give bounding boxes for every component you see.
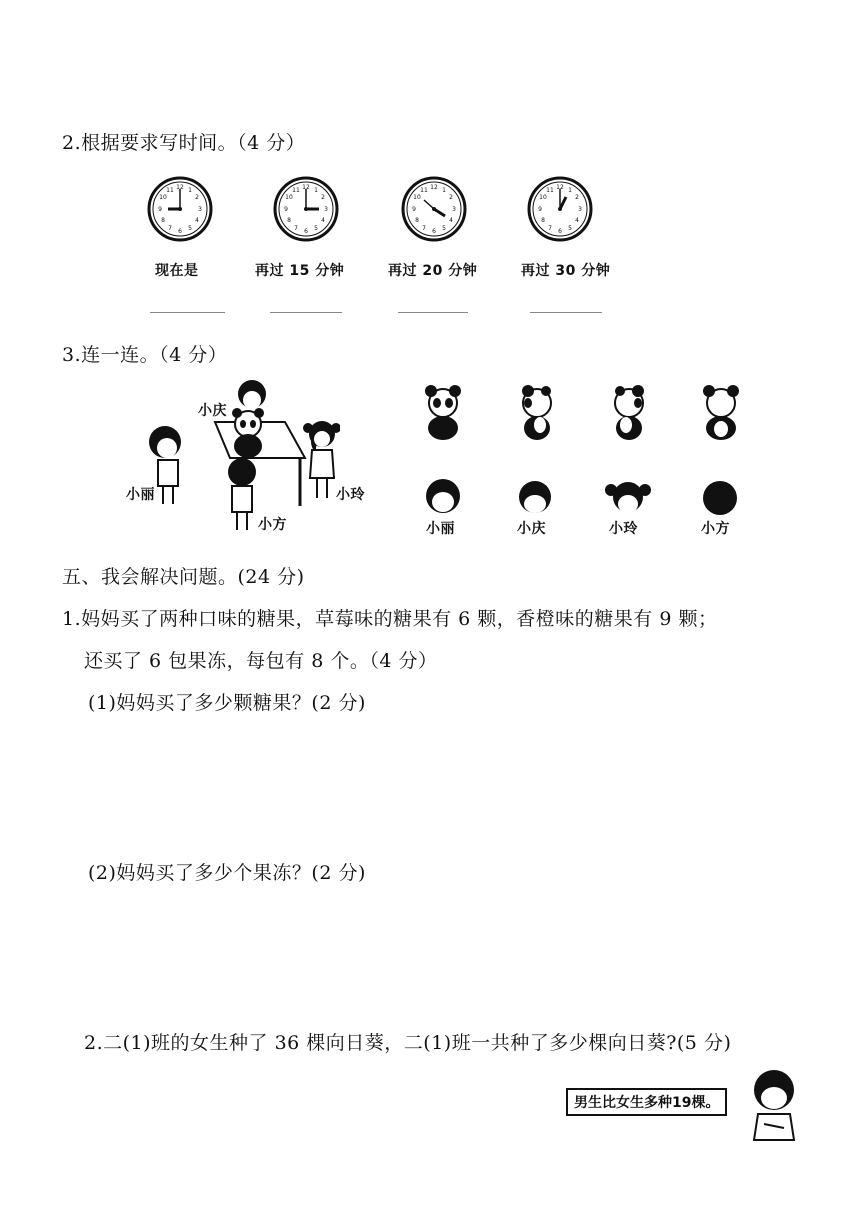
problem-1-line-2: 还买了 6 包果冻，每包有 8 个。（4 分） — [84, 650, 438, 672]
svg-text:4: 4 — [575, 217, 579, 224]
svg-text:2: 2 — [575, 194, 579, 201]
boy-figure — [748, 1068, 800, 1142]
svg-text:1: 1 — [442, 187, 446, 194]
svg-text:10: 10 — [159, 194, 167, 201]
svg-text:9: 9 — [284, 206, 288, 213]
answer-blank-15min[interactable] — [270, 312, 342, 313]
svg-text:1: 1 — [314, 187, 318, 194]
answer-blank-30min[interactable] — [530, 312, 602, 313]
svg-text:9: 9 — [412, 206, 416, 213]
xiaoli-head-icon[interactable] — [424, 478, 462, 518]
svg-text:7: 7 — [168, 225, 172, 232]
svg-text:10: 10 — [539, 194, 547, 201]
svg-text:12: 12 — [302, 184, 310, 191]
svg-text:7: 7 — [422, 225, 426, 232]
scene-label-xiaofang: 小方 — [258, 517, 287, 533]
clock-label-15min: 再过 15 分钟 — [255, 263, 345, 279]
panda-back-icon[interactable] — [700, 385, 742, 441]
svg-text:8: 8 — [415, 217, 419, 224]
svg-text:3: 3 — [198, 206, 202, 213]
svg-text:1: 1 — [188, 187, 192, 194]
xiaoling-head-icon[interactable] — [605, 480, 651, 516]
svg-text:4: 4 — [449, 217, 453, 224]
svg-text:12: 12 — [430, 184, 438, 191]
question-2-title: 2.根据要求写时间。（4 分） — [62, 132, 306, 154]
svg-text:8: 8 — [541, 217, 545, 224]
clock-label-20min: 再过 20 分钟 — [388, 263, 478, 279]
svg-text:10: 10 — [413, 194, 421, 201]
svg-text:12: 12 — [556, 184, 564, 191]
speech-bubble: 男生比女生多种19棵。 — [566, 1088, 727, 1116]
svg-text:7: 7 — [294, 225, 298, 232]
svg-text:11: 11 — [546, 187, 554, 194]
answer-blank-now[interactable] — [150, 312, 225, 313]
kid-label-xiaoling: 小玲 — [609, 521, 638, 537]
svg-text:6: 6 — [558, 228, 562, 235]
answer-blank-20min[interactable] — [398, 312, 468, 313]
svg-text:5: 5 — [314, 225, 318, 232]
svg-text:6: 6 — [178, 228, 182, 235]
svg-text:4: 4 — [321, 217, 325, 224]
svg-text:5: 5 — [188, 225, 192, 232]
svg-text:6: 6 — [432, 228, 436, 235]
svg-text:3: 3 — [578, 206, 582, 213]
svg-text:7: 7 — [548, 225, 552, 232]
clock-icon-30min — [526, 175, 594, 243]
svg-text:2: 2 — [449, 194, 453, 201]
problem-1-sub-2: (2)妈妈买了多少个果冻？(2 分) — [88, 862, 366, 884]
scene-label-xiaoli: 小丽 — [126, 487, 155, 503]
svg-text:9: 9 — [538, 206, 542, 213]
svg-text:4: 4 — [195, 217, 199, 224]
xiaofang-head-icon[interactable] — [701, 480, 739, 516]
scene-label-xiaoqing: 小庆 — [198, 403, 227, 419]
svg-text:2: 2 — [321, 194, 325, 201]
clock-icon-15min — [272, 175, 340, 243]
clock-icon-now — [146, 175, 214, 243]
kid-label-xiaoqing: 小庆 — [517, 521, 546, 537]
svg-text:5: 5 — [442, 225, 446, 232]
svg-text:12: 12 — [176, 184, 184, 191]
clock-icon-20min — [400, 175, 468, 243]
clock-label-now: 现在是 — [155, 263, 199, 279]
svg-text:8: 8 — [287, 217, 291, 224]
svg-text:2: 2 — [195, 194, 199, 201]
panda-side-right-icon[interactable] — [608, 385, 650, 441]
svg-text:10: 10 — [285, 194, 293, 201]
clock-label-30min: 再过 30 分钟 — [521, 263, 611, 279]
kid-label-xiaofang: 小方 — [701, 521, 730, 537]
xiaoqing-head-icon[interactable] — [516, 480, 554, 516]
svg-text:9: 9 — [158, 206, 162, 213]
problem-1-line-1: 1.妈妈买了两种口味的糖果，草莓味的糖果有 6 颗，香橙味的糖果有 9 颗； — [62, 608, 718, 630]
problem-2-text: 2.二(1)班的女生种了 36 棵向日葵，二(1)班一共种了多少棵向日葵?(5 分) — [84, 1032, 732, 1054]
question-3-title: 3.连一连。（4 分） — [62, 344, 228, 366]
svg-text:8: 8 — [161, 217, 165, 224]
panda-front-icon[interactable] — [422, 385, 464, 441]
panda-side-left-icon[interactable] — [516, 385, 558, 441]
svg-text:5: 5 — [568, 225, 572, 232]
xiaoling-figure — [300, 420, 340, 510]
scene-label-xiaoling: 小玲 — [336, 487, 365, 503]
svg-text:6: 6 — [304, 228, 308, 235]
svg-text:11: 11 — [166, 187, 174, 194]
svg-text:3: 3 — [324, 206, 328, 213]
svg-text:11: 11 — [420, 187, 428, 194]
problem-1-sub-1: (1)妈妈买了多少颗糖果？(2 分) — [88, 692, 366, 714]
kid-label-xiaoli: 小丽 — [426, 521, 455, 537]
svg-text:3: 3 — [452, 206, 456, 213]
svg-text:11: 11 — [292, 187, 300, 194]
section-5-title: 五、我会解决问题。(24 分) — [62, 566, 305, 588]
svg-text:1: 1 — [568, 187, 572, 194]
